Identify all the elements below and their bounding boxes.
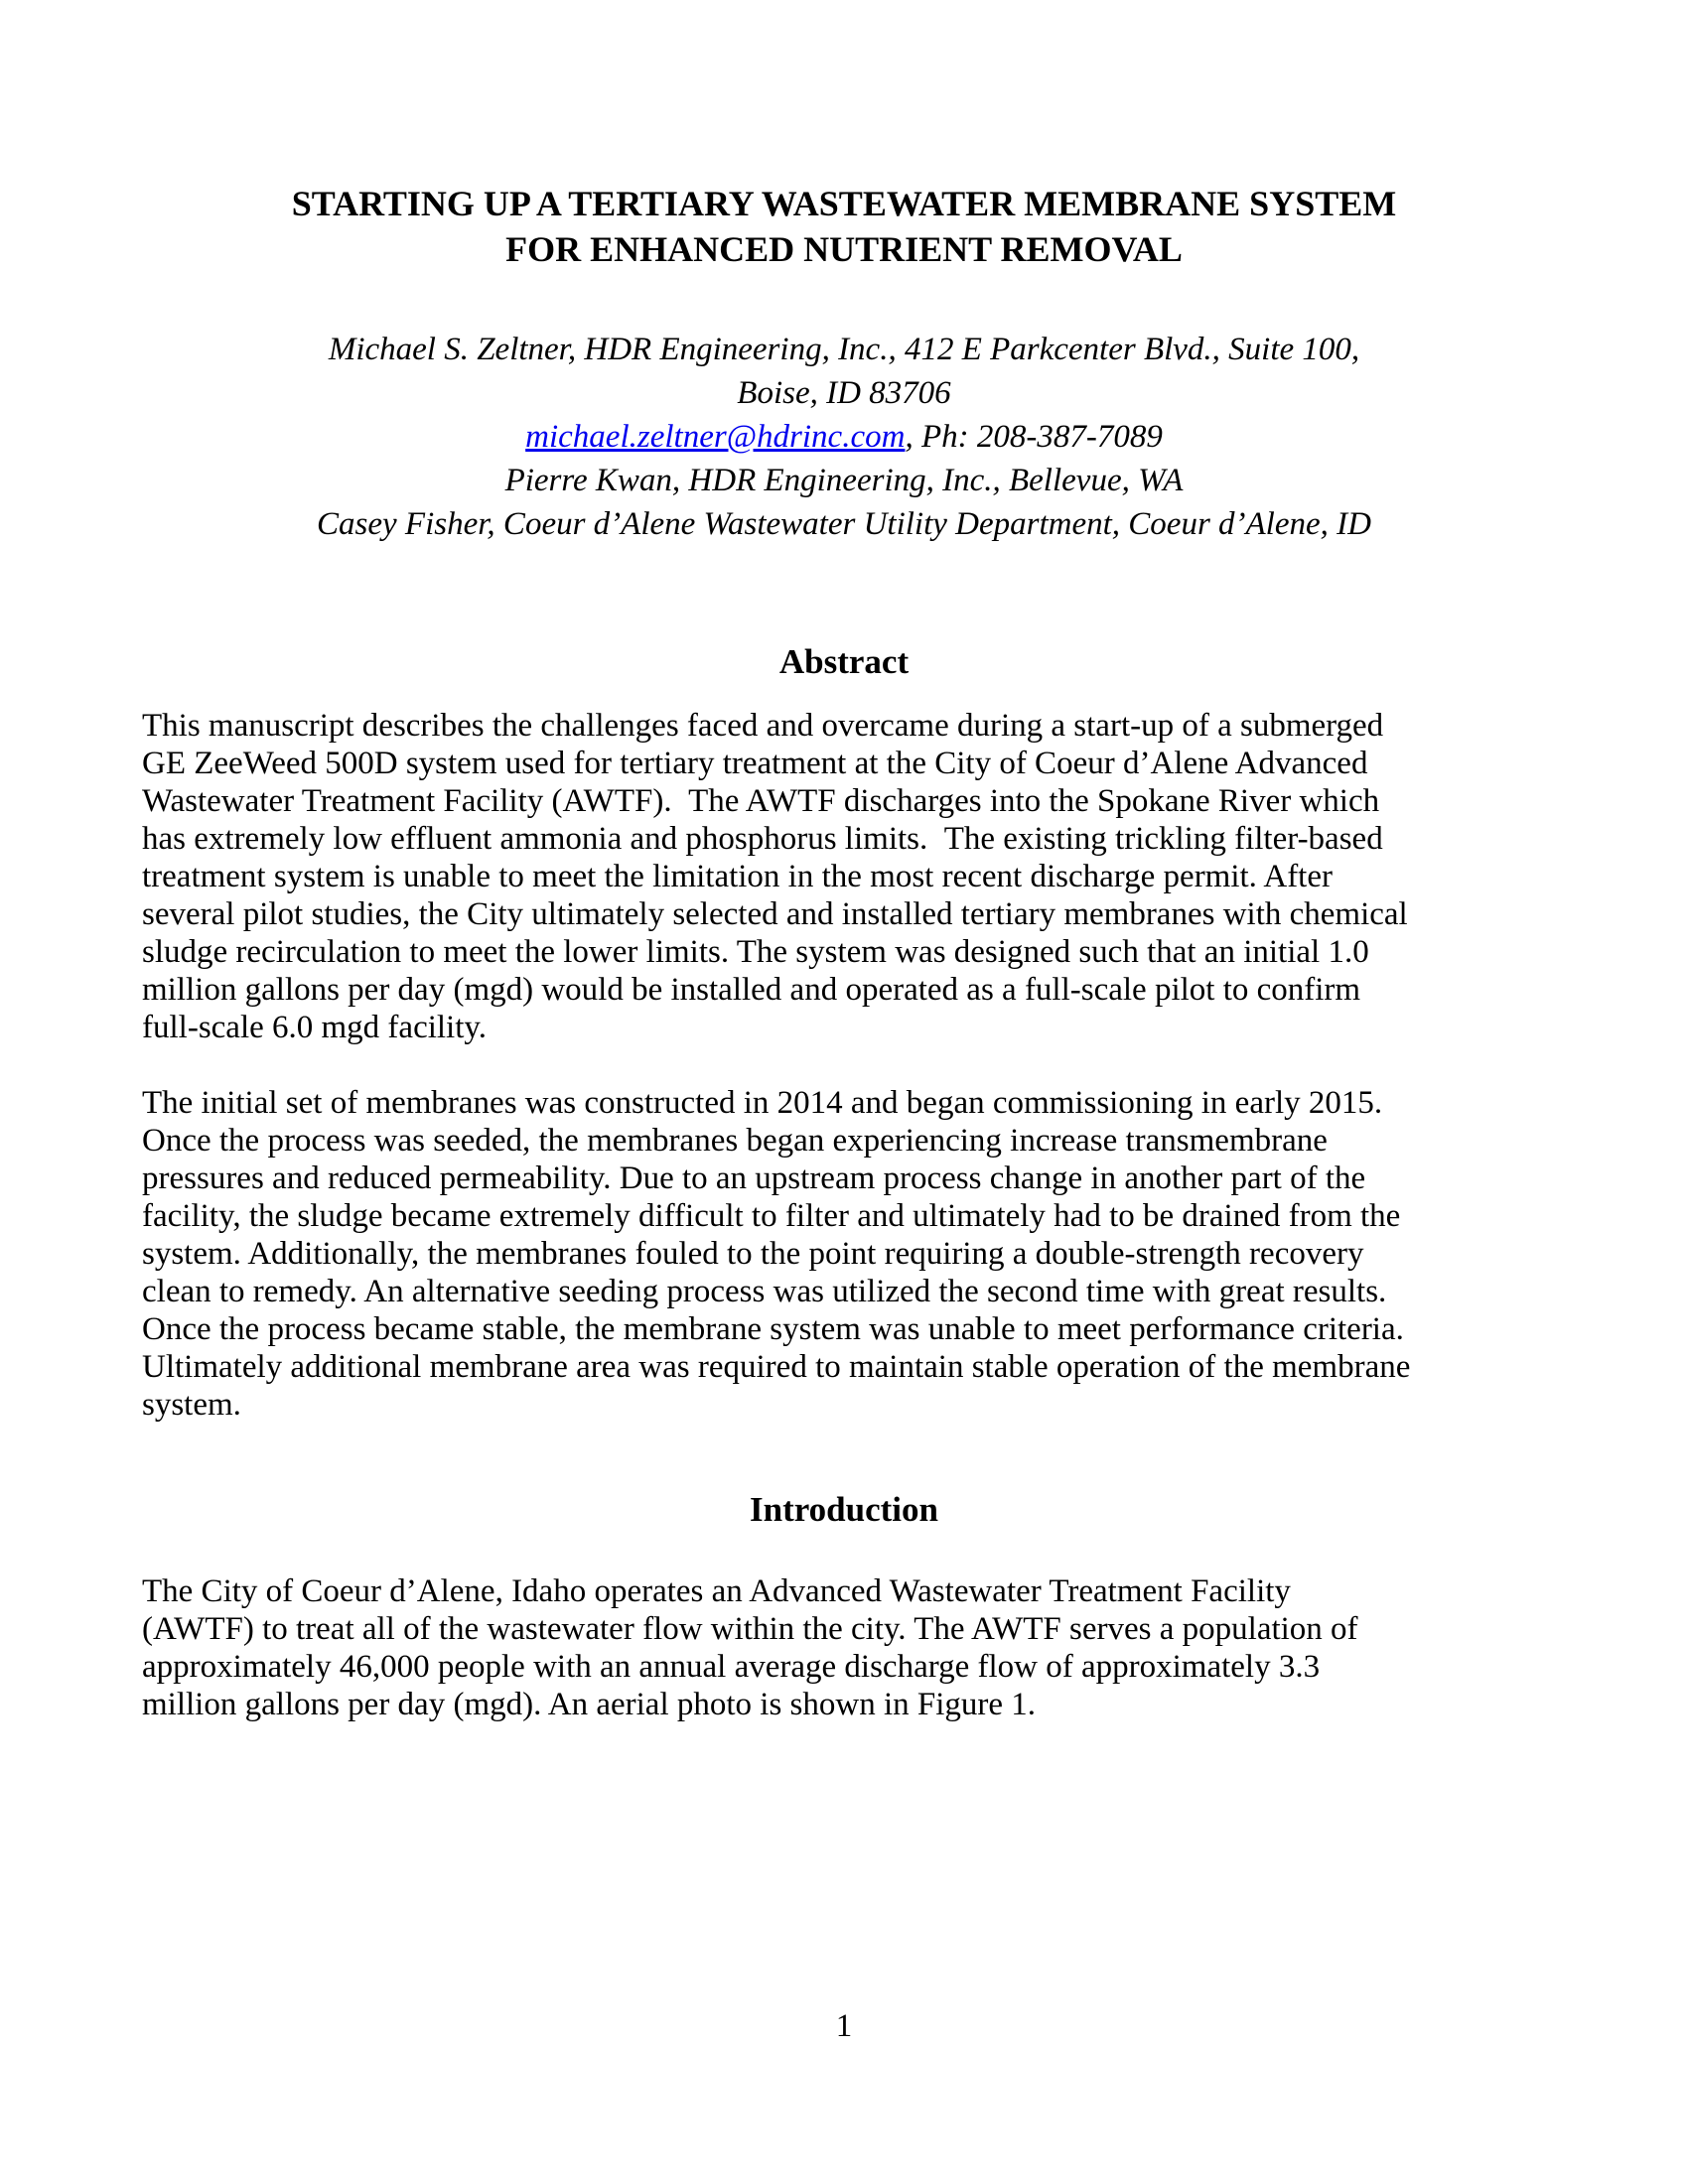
author-contact-line xyxy=(142,415,1546,459)
author-city-line: Boise, ID 83706 xyxy=(737,375,951,411)
introduction-paragraph-1: The City of Coeur d’Alene, Idaho operates an Advanced Wastewater Treatment Facility (AWTF) to treat all of the wastewater flow within the city. The AWTF serves a population of approximately 46,000 people with an annual average discharge flow of approximately 3.3 million gallons per day (mgd). An aerial photo is shown in Figure 1. xyxy=(142,1573,1358,1722)
email-link[interactable]: michael.zeltner@hdrinc.com xyxy=(525,419,906,455)
section-heading-introduction: Introduction xyxy=(750,1490,938,1529)
paper-title: STARTING UP A TERTIARY WASTEWATER MEMBRANE SYSTEM FOR ENHANCED NUTRIENT REMOVAL xyxy=(291,184,1397,269)
abstract-paragraph-1: This manuscript describes the challenges faced and overcame during a start-up of a submerged GE ZeeWeed 500D system used for tertiary treatment at the City of Coeur d’Alene Advanced Wastewater Treatment Facility (AWTF). The AWTF discharges into the Spokane River which has extremely low effluent ammonia and phosphorus limits. The existing trickling filter-based treatment system is unable to meet the limitation in the most recent discharge permit. After several pilot studies, the City ultimately selected and installed tertiary membranes with chemical sludge recirculation to meet the lower limits. The system was designed such that an initial 1.0 million gallons per day (mgd) would be installed and operated as a full-scale pilot to confirm full-scale 6.0 mgd facility. xyxy=(142,708,1408,1045)
author-line-fisher: Casey Fisher, Coeur d’Alene Wastewater Utility Department, Coeur d’Alene, ID xyxy=(317,506,1371,542)
section-heading-abstract: Abstract xyxy=(778,642,910,681)
page-number: 1 xyxy=(835,2008,853,2044)
phone-text: , Ph: 208-387-7089 xyxy=(905,419,1163,455)
author-block xyxy=(142,328,1546,546)
abstract-paragraph-2: The initial set of membranes was constructed in 2014 and began commissioning in early 2015. Once the process was seeded, the membranes began experiencing increase transmembrane pressures and reduced permeability. Due to an upstream process change in another part of the facility, the sludge became extremely difficult to filter and ultimately had to be drained from the system. Additionally, the membranes fouled to the point requiring a double-strength recovery clean to remedy. An alternative seeding process was utilized the second time with great results. Once the process became stable, the membrane system was unable to meet performance criteria. Ultimately additional membrane area was required to maintain stable operation of the membrane system. xyxy=(142,1085,1411,1423)
author-affiliation-line: Michael S. Zeltner, HDR Engineering, Inc., 412 E Parkcenter Blvd., Suite 100, xyxy=(328,332,1360,367)
author-line-kwan: Pierre Kwan, HDR Engineering, Inc., Bellevue, WA xyxy=(504,463,1184,498)
